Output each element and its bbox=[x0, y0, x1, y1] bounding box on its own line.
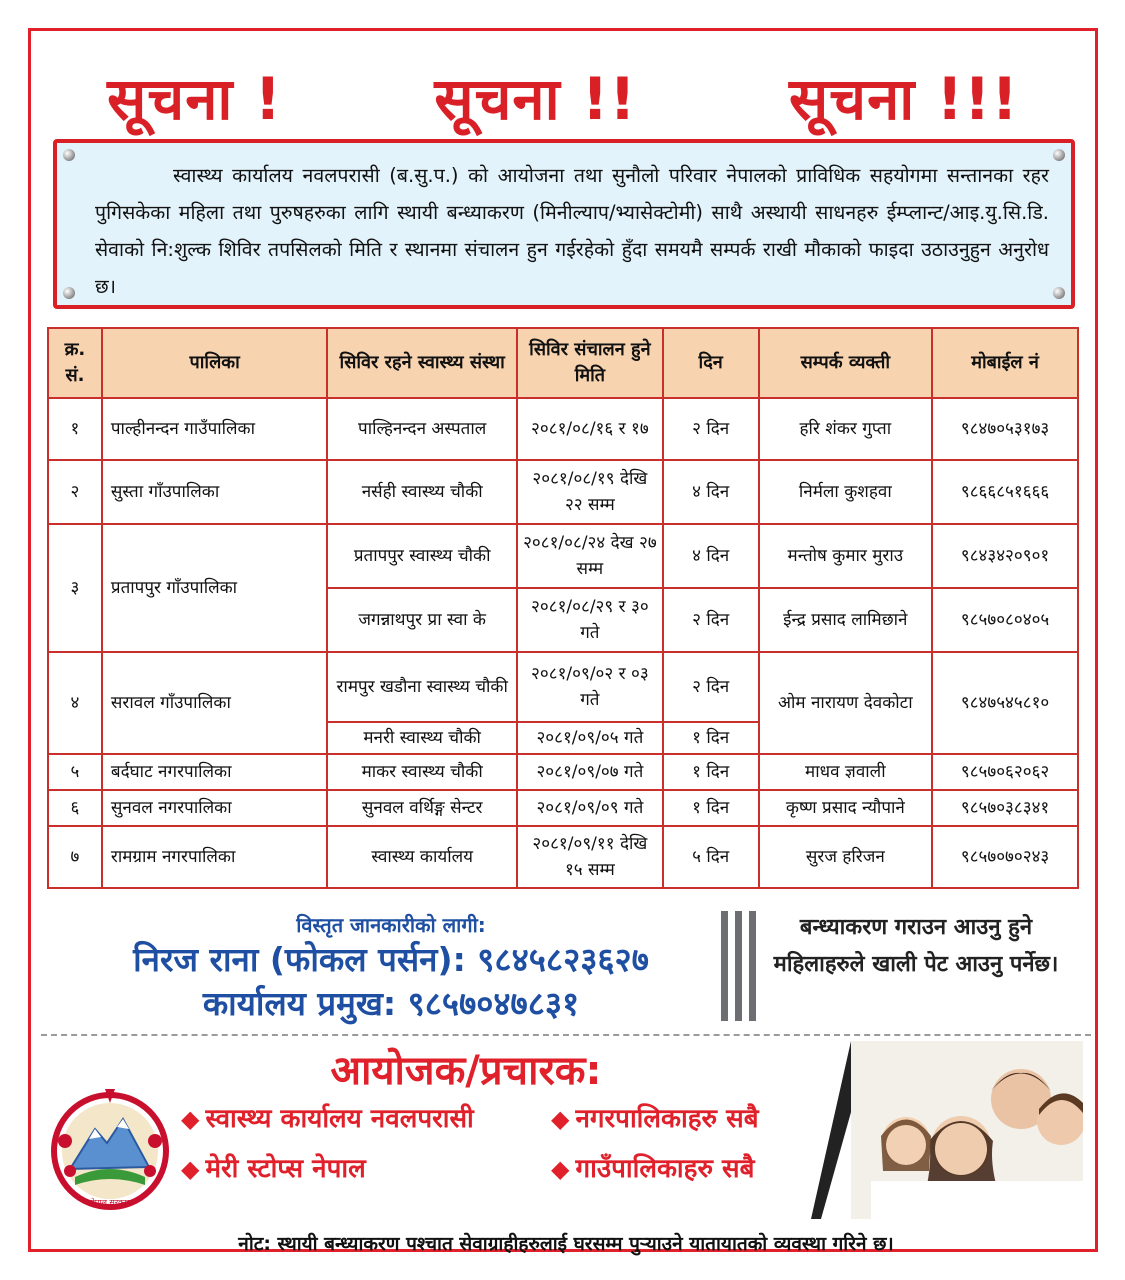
cell-contact: माधव ज्ञवाली bbox=[759, 754, 933, 790]
empty-stomach-notice: बन्ध्याकरण गराउन आउनु हुने महिलाहरुले खाली पेट आउनु पर्नेछ। bbox=[773, 915, 1059, 977]
header-contact: सम्पर्क व्यक्ती bbox=[759, 328, 933, 398]
focal-person-line: निरज राना (फोकल पर्सन): ९८४५८२३६२७ bbox=[133, 940, 649, 979]
cell-place: नर्सही स्वास्थ्य चौकी bbox=[327, 460, 517, 524]
cell-days: ५ दिन bbox=[663, 826, 759, 888]
header-place: सिविर रहने स्वास्थ्य संस्था bbox=[327, 328, 517, 398]
diamond-icon: ◆ bbox=[551, 1105, 570, 1133]
cell-sn: ४ bbox=[48, 652, 102, 754]
cell-place: मनरी स्वास्थ्य चौकी bbox=[327, 722, 517, 754]
emblem-text: नेपाल सरकार bbox=[90, 1198, 130, 1207]
cell-date: २०८१/०८/१६ र १७ bbox=[517, 398, 663, 460]
cell-days: १ दिन bbox=[663, 754, 759, 790]
cell-mobile: ९८५७०६२०६२ bbox=[932, 754, 1078, 790]
office-chief-line: कार्यालय प्रमुख: ९८५७०४७८३१ bbox=[202, 984, 580, 1023]
cell-days: १ दिन bbox=[663, 722, 759, 754]
footer-note: नोट: स्थायी बन्ध्याकरण पश्चात सेवाग्राहीहरुलाई घरसम्म पुर्‍याउने यातायातको व्यवस्था गरिने छ। bbox=[238, 1233, 894, 1255]
cell-contact: ओम नारायण देवकोटा bbox=[759, 652, 933, 754]
table-row bbox=[48, 754, 1078, 790]
poster-frame bbox=[28, 28, 1098, 1255]
cell-palika: प्रतापपुर गाँउपालिका bbox=[102, 524, 327, 652]
cell-days: २ दिन bbox=[663, 398, 759, 460]
table-row bbox=[48, 826, 1078, 888]
cell-date: २०८१/०९/११ देखि १५ सम्म bbox=[517, 826, 663, 888]
cell-sn: ७ bbox=[48, 826, 102, 888]
cell-place: स्वास्थ्य कार्यालय bbox=[327, 826, 517, 888]
cell-contact: मन्तोष कुमार मुराउ bbox=[759, 524, 933, 588]
diamond-icon: ◆ bbox=[181, 1155, 200, 1183]
cell-mobile: ९८४७५४५८१० bbox=[932, 652, 1078, 754]
dashed-divider bbox=[41, 1034, 1091, 1036]
header-sn: क्र. सं. bbox=[48, 328, 102, 398]
cell-date: २०८१/०९/०२ र ०३ गते bbox=[517, 652, 663, 722]
organizers-title: आयोजक/प्रचारक: bbox=[330, 1048, 602, 1094]
cell-date: २०८१/०९/०७ गते bbox=[517, 754, 663, 790]
cell-mobile: ९८५७०७०२४३ bbox=[932, 826, 1078, 888]
rivet-icon bbox=[1053, 149, 1065, 161]
cell-date: २०८१/०९/०९ गते bbox=[517, 790, 663, 826]
organizer-item bbox=[181, 1099, 474, 1135]
cell-palika: रामग्राम नगरपालिका bbox=[102, 826, 327, 888]
cell-sn: ५ bbox=[48, 754, 102, 790]
organizer-name: स्वास्थ्य कार्यालय नवलपरासी bbox=[205, 1104, 474, 1134]
intro-text: स्वास्थ्य कार्यालय नवलपरासी (ब.सु.प.) को आयोजना तथा सुनौलो परिवार नेपालको प्राविधिक सहयोगमा सन्तानका रहर पुगिसकेका महिला तथा पुरुषहरुका लागि स्थायी बन्ध्याकरण (मिनील्याप/भ्यासेक्टोमी) साथै अस्थायी साधनहरु ईम्प्लान्ट/आइ.यु.सि.डि. सेवाको नि:शुल्क शिविर तपसिलको मिति र स्थानमा संचालन हुन गईरहेको हुँदा समयमै सम्पर्क राखी मौकाको फाइदा उठाउनुहुन अनुरोध छ। bbox=[95, 164, 1049, 298]
cell-contact: ईन्द्र प्रसाद लामिछाने bbox=[759, 588, 933, 652]
cell-days: २ दिन bbox=[663, 588, 759, 652]
diamond-icon: ◆ bbox=[551, 1155, 570, 1183]
cell-contact: हरि शंकर गुप्ता bbox=[759, 398, 933, 460]
table-row bbox=[48, 398, 1078, 460]
header-days: दिन bbox=[663, 328, 759, 398]
rivet-icon bbox=[63, 149, 75, 161]
cell-mobile: ९८४३४२०९०१ bbox=[932, 524, 1078, 588]
table-row bbox=[48, 652, 1078, 722]
cell-sn: १ bbox=[48, 398, 102, 460]
cell-days: २ दिन bbox=[663, 652, 759, 722]
header-date: सिविर संचालन हुने मिति bbox=[517, 328, 663, 398]
table-header-row bbox=[48, 328, 1078, 398]
divider-bar bbox=[735, 911, 742, 1021]
table-row bbox=[48, 460, 1078, 524]
headline-notice-3: सूचना !!! bbox=[789, 64, 1019, 133]
cell-place: जगन्नाथपुर प्रा स्वा के bbox=[327, 588, 517, 652]
divider-bars bbox=[721, 911, 761, 1021]
cell-contact: कृष्ण प्रसाद न्यौपाने bbox=[759, 790, 933, 826]
organizer-item bbox=[551, 1149, 754, 1185]
cell-palika: सुनवल नगरपालिका bbox=[102, 790, 327, 826]
headline-notice-2: सूचना !! bbox=[434, 64, 637, 133]
cell-date: २०८१/०८/२४ देख २७ सम्म bbox=[517, 524, 663, 588]
contact-info bbox=[61, 911, 721, 1026]
divider-bar bbox=[749, 911, 756, 1021]
cell-palika: सरावल गाँउपालिका bbox=[102, 652, 327, 754]
cell-sn: ६ bbox=[48, 790, 102, 826]
cell-place: सुनवल वर्थिङ्ग सेन्टर bbox=[327, 790, 517, 826]
camp-schedule-table bbox=[47, 327, 1079, 889]
cell-palika: बर्दघाट नगरपालिका bbox=[102, 754, 327, 790]
cell-place: रामपुर खडौना स्वास्थ्य चौकी bbox=[327, 652, 517, 722]
headline-notice-1: सूचना ! bbox=[107, 64, 283, 133]
organizer-item bbox=[181, 1149, 366, 1185]
table-row bbox=[48, 524, 1078, 588]
table-row bbox=[48, 790, 1078, 826]
cell-place: माकर स्वास्थ्य चौकी bbox=[327, 754, 517, 790]
rivet-icon bbox=[63, 287, 75, 299]
organizer-name: नगरपालिकाहरु सबै bbox=[575, 1104, 759, 1134]
cell-place: प्रतापपुर स्वास्थ्य चौकी bbox=[327, 524, 517, 588]
divider-bar bbox=[721, 911, 728, 1021]
cell-mobile: ९८४७०५३१७३ bbox=[932, 398, 1078, 460]
diamond-icon: ◆ bbox=[181, 1105, 200, 1133]
cell-mobile: ९८५७०८०४०५ bbox=[932, 588, 1078, 652]
organizer-name: गाउँपालिकाहरु सबै bbox=[575, 1154, 755, 1184]
cell-contact: सुरज हरिजन bbox=[759, 826, 933, 888]
cell-place: पाल्हिनन्दन अस्पताल bbox=[327, 398, 517, 460]
rivet-icon bbox=[1053, 287, 1065, 299]
cell-sn: ३ bbox=[48, 524, 102, 652]
cell-days: ४ दिन bbox=[663, 460, 759, 524]
headline bbox=[31, 51, 1095, 141]
cell-palika: सुस्ता गाँउपालिका bbox=[102, 460, 327, 524]
header-palika: पालिका bbox=[102, 328, 327, 398]
cell-palika: पाल्हीनन्दन गाउँपालिका bbox=[102, 398, 327, 460]
organizer-item bbox=[551, 1099, 759, 1135]
contact-info-label: विस्तृत जानकारीको लागी: bbox=[296, 913, 486, 937]
cell-contact: निर्मला कुशहवा bbox=[759, 460, 933, 524]
intro-box bbox=[53, 139, 1075, 309]
cell-days: १ दिन bbox=[663, 790, 759, 826]
cell-mobile: ९८५७०३८३४१ bbox=[932, 790, 1078, 826]
header-mobile: मोबाईल नं bbox=[932, 328, 1078, 398]
nepal-emblem-icon bbox=[45, 1081, 175, 1211]
cell-date: २०८१/०८/२९ र ३० गते bbox=[517, 588, 663, 652]
organizer-name: मेरी स्टोप्स नेपाल bbox=[205, 1154, 366, 1184]
cell-date: २०८१/०८/१९ देखि २२ सम्म bbox=[517, 460, 663, 524]
cell-mobile: ९८६६८५१६६६ bbox=[932, 460, 1078, 524]
cell-days: ४ दिन bbox=[663, 524, 759, 588]
cell-date: २०८१/०९/०५ गते bbox=[517, 722, 663, 754]
cell-sn: २ bbox=[48, 460, 102, 524]
family-photo bbox=[811, 1041, 1083, 1219]
